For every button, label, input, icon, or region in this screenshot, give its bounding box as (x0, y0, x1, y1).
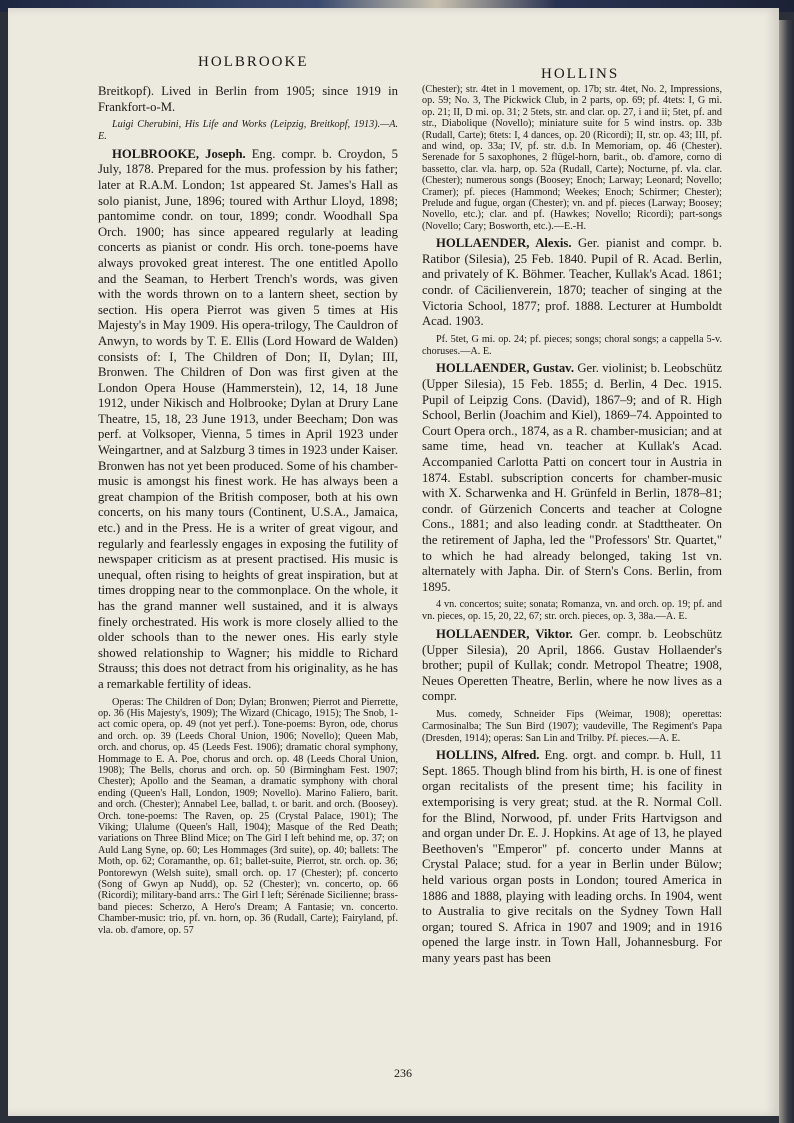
headword: HOLLAENDER, Viktor. (436, 626, 573, 641)
right-column (422, 84, 722, 1066)
running-head-left: HOLBROOKE (198, 54, 309, 70)
page-edge-shadow (779, 20, 794, 1123)
left-column (98, 84, 398, 1054)
entry-text: Eng. orgt. and compr. b. Hull, 11 Sept. 1865. Though blind from his birth, H. is one of finest organ recitalists of the present time; his facility in extemporising is very great; stud. at the R. Normal Coll. for the Blind, Norwood, pf. under Frits Hartvigson and and organ under Dr. E. J. Hopkins. At age of 13, he played Beethoven's "Emperor" pf. concerto under Manns at Crystal Palace; stud. for a year in Berlin under Bülow; held various organ posts in London; toured America in 1886 and 1888, playing with leading orchs. In 1904, went to Australia to give recitals on the Sydney Town Hall organ; toured S. Africa in 1907 and 1909; and in 1916 opened the large instr. in Town Hall, Johannesburg. For many years past has been (422, 748, 722, 966)
works-list: Operas: The Children of Don; Dylan; Bronwen; Pierrot and Pierrette, op. 36 (His Majesty's, 1909); The Wizard (Chicago, 1915); The Snob, 1-act comic opera, op. 49 (not yet perf.). Tone-poems: Byron, ode, chorus and orch. op. 39 (Leeds Choral Union, 1906; Novello); Queen Mab, orch. and chorus, op. 45 (Leeds Fest. 1906); dramatic choral symphony, Hommage to E. A. Poe, chorus and orch. op. 48 (Leeds Choral Union, 1908); The Bells, chorus and orch. op. 50 (Birmingham Fest. 1907; Chester); Apollo and the Seaman, a dramatic symphony with choral ending (Queen's Hall, London, 1909; Novello). Marino Faliero, barit. and orch. (Chester); Annabel Lee, ballad, t. or barit. and orch. (Boosey). Orch. tone-poems: The Raven, op. 25 (Crystal Palace, 1901); The Viking; Ulalume (Queen's Hall, 1904); Masque of the Red Death; variations on Three Blind Mice; on The Girl I left behind me, op. 37; on Auld Lang Syne, op. 60; Les Hommages (3rd suite), op. 40; ballets: The Moth, op. 62; Coramanthe, op. 61; ballet-suite, Pierrot, str. orch. op. 36; Pontorewyn (Welsh suite), small orch. op. 17 (Chester); pf. concerto (Song of Gwyn ap Nudd), op. 52 (Chester); vn. concerto, op. 66 (Ricordi); military-band arrs.: The Girl I left; Sérénade Sicilienne; brass-band pieces: Scherzo, A Hero's Dream; A Fantasie; vn. concerto. Chamber-music: trio, pf. vn. horn, op. 36 (Rudall, Carte); Fairyland, pf. vla. ob. d'amore, op. 57 (98, 696, 398, 936)
works-list: Mus. comedy, Schneider Fips (Weimar, 1908); operettas: Carmosinalba; The Sun Bird (1907); vaudeville, The Regiment's Papa (Dresden, 1914); operas: San Lin and Trilby. Pf. pieces.—A. E. (422, 708, 722, 744)
headword: HOLLAENDER, Alexis. (436, 236, 572, 251)
entry-text: Eng. compr. b. Croydon, 5 July, 1878. Prepared for the mus. profession by his father; later at R.A.M. London; 1st appeared St. James's Hall as solo pianist, June, 1896; toured with Arthur Lloyd, 1898; pantomime condr. on tour, 1899; condr. Woodhall Spa Orch. 1900; has since appeared regularly at leading concerts as pianist or condr. His orch. tone-poems have always provoked great interest. The one entitled Apollo and the Seaman, to Herbert Trench's words, was given with the words thrown on to a lantern sheet, section by section. His opera Pierrot was given 5 times at His Majesty's in May 1909. His opera-trilogy, The Cauldron of Anwyn, to words by T. E. Ellis (Lord Howard de Walden) consists of: I, The Children of Don; II, Dylan; III, Bronwen. The Children of Don was first given at the London Opera House (Hammerstein), 12, 14, 18 June 1912, under Nikisch and Holbrooke; Dylan at Drury Lane Theatre, 15, 18, 23 June 1913, under Beecham; Don was perf. at Volksoper, Vienna, 5 times in April 1923 under Weingartner, and at Salzburg 3 times in 1923 under Kaiser. Bronwen has not yet been produced. Some of his chamber-music is amongst his finest work. He has always been a great champion of the British composer, both at his own concerts, on his many tours (Continent, U.S.A., Jamaica, etc.) and in the Press. He is a writer of great vigour, and regularly and fearlessly engages in exposing the futility of newspaper criticism as at present practised. His music is unequal, often rising to heights of great inspiration, but at times dropping near to the commonplace. On the whole, it has the grand manner well sustained, and it is always finely orchestrated. His work is more closely allied to the older schools than to the newer ones. His early style showed relationship to Wagner; his middle to Richard Strauss; this does not detract from his originality, as he has a remarkable fertility of ideas. (98, 146, 398, 691)
running-head-right: HOLLINS (541, 66, 620, 82)
bibliography-note: Luigi Cherubini, His Life and Works (Leipzig, Breitkopf, 1913).—A. E. (98, 119, 398, 142)
entry-hollaender-alexis (422, 236, 722, 330)
works-list: 4 vn. concertos; suite; sonata; Romanza, vn. and orch. op. 19; pf. and vn. pieces, op. 15, 20, 22, 67; str. orch. pieces, op. 3, 38a.—A. E. (422, 599, 722, 623)
book-page (8, 8, 779, 1116)
entry-hollins (422, 748, 722, 966)
entry-hollaender-viktor (422, 627, 722, 705)
headword: HOLLAENDER, Gustav. (436, 361, 575, 376)
works-list-continuation: (Chester); str. 4tet in 1 movement, op. 17b; str. 4tet, No. 2, Impressions, op. 59; No. 3, The Pickwick Club, in 2 parts, op. 69; pf. 4tets: I, G mi. op. 21; II, D mi. op. 31; 2 5tets, str. and clar. op. 27, i and ii; 5tet, pf. and str., Diabolique (Novello); miniature suite for 5 wind instrs. op. 33b (Rudall, Carte); 6tets: I, 4 dances, op. 20 (Ricordi); II, str. op. 43; III, pf. and wind, op. 33a; IV, pf. str. d.b. In Memoriam, op. 46 (Chester). Serenade for 5 saxophones, 2 flügel-horn, barit., ob. d'amore, corno di bassetto, clar. vla. harp, op. 52a (Rudall, Carte); Nocturne, pf. vla. clar. (Chester); numerous songs (Boosey; Enoch; Larway; Leonard; Novello; Cramer); pf. pieces (Hammond; Weekes; Enoch; Schirmer; Chester); Prelude and fugue, organ (Chester); vn. and pf. pieces (Larway; Boosey; Novello, etc.); clar. and pf. (Hawkes; Novello; Ricordi); part-songs (Novello; Cary; Bosworth, etc.).—E.-H. (422, 84, 722, 232)
entry-text: Ger. violinist; b. Leobschütz (Upper Silesia), 15 Feb. 1855; d. Berlin, 4 Dec. 1915. Pupil of Leipzig Cons. (David), 1867–9; and of R. High School, Berlin (Joachim and Kiel), 1869–74. Appointed to Court Opera orch., 1874, as a R. chamber-musician; and at same time, head vn. teacher at Kullak's Acad. Accompanied Carlotta Patti on concert tour in Austria in 1874. Establ. subscription concerts for chamber-music with X. Scharwenka and H. Grünfeld in Berlin, 1878–81; condr. of Gürzenich Concerts and teacher at Cologne Cons., 1881; and also leading condr. at Stadttheater. On the retirement of Japha, led the "Professors' Str. Quartet," to which he had already belonged, taking 1st vn. alternately with Japha. Dir. of Stern's Cons. Berlin, from 1895. (422, 361, 722, 594)
entry-text: Ger. compr. b. Leobschütz (Upper Silesia), 20 April, 1866. Gustav Hollaender's brother; pupil of Kullak; condr. Metropol Theatre; 1908, Neues Operetten Theatre, Berlin, where he now lives as a compr. (422, 626, 722, 704)
works-list: Pf. 5tet, G mi. op. 24; pf. pieces; songs; choral songs; a cappella 5-v. choruses.—A. E. (422, 333, 722, 357)
entry-text: Ger. pianist and compr. b. Ratibor (Silesia), 25 Feb. 1840. Pupil of R. Acad. Berlin, and privately of K. Böhmer. Teacher, Kullak's Acad. 1861; condr. of Cäcilienverein, 1870; teacher of singing at the Victoria School, 1877; prof. 1888. Lecturer at Humboldt Acad. 1903. (422, 236, 722, 329)
entry-hollaender-gustav (422, 361, 722, 595)
entry-holbrooke (98, 147, 398, 693)
headword: HOLBROOKE, Joseph. (112, 146, 246, 161)
headword: HOLLINS, Alfred. (436, 748, 540, 763)
entry-continuation: Breitkopf). Lived in Berlin from 1905; since 1919 in Frankfort-o-M. (98, 84, 398, 114)
page-number: 236 (394, 1066, 412, 1080)
